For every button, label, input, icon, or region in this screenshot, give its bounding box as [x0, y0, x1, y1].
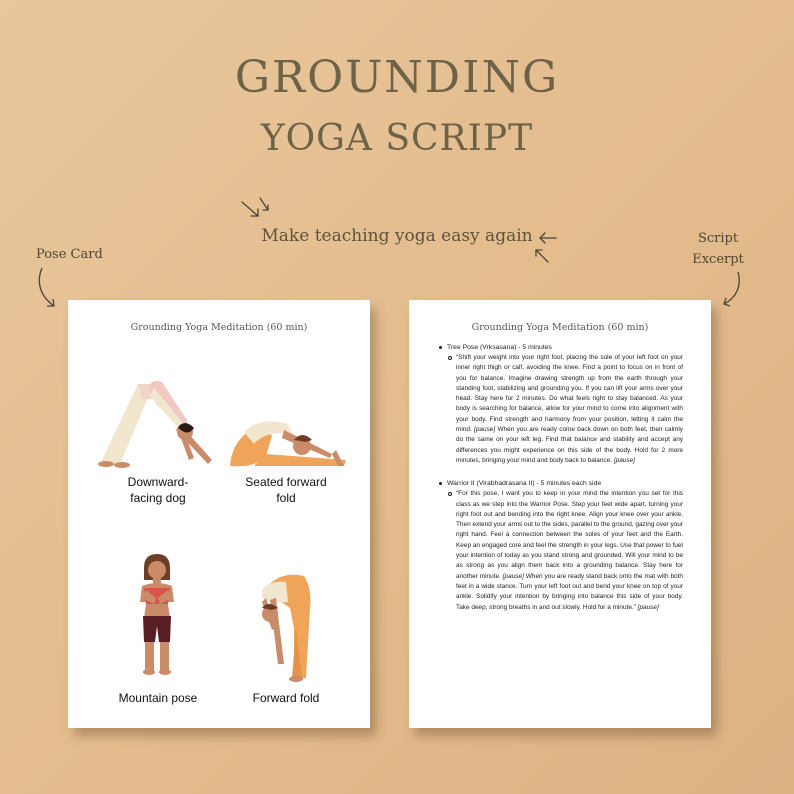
tagline: Make teaching yoga easy again [261, 226, 533, 246]
script-excerpt-label [686, 228, 750, 270]
body-text: “Shift your weight into your right foot, placing the sole of your left foot on your inner right thigh or calf, avoiding the knee. Find a point to focus on in front of you for balance. Imagine drawing strength up from the earth through your standing foot, stabilizing and grounding you. If you can lift your arms over your head. Stay here for 2 minutes. Do what feels right to stay balanced. As your body is searching for balance, allow for your mind to come into alignment with your body. Find strength and harmony from your position, letting it calm the mind. [456, 354, 683, 434]
pose-name-line1: Seated forward [245, 475, 327, 489]
pose-name-line2: fold [276, 491, 296, 505]
pose-name-line1: Mountain pose [118, 691, 198, 705]
downward-dog-figure-icon [92, 370, 222, 470]
pose-label-mountain-pose [88, 690, 228, 706]
mountain-pose-figure-icon [130, 554, 184, 678]
pose-card [68, 300, 370, 728]
pose-card-arrow-icon [34, 266, 64, 312]
pose-card-label: Pose Card [36, 247, 103, 262]
subtitle: YOGA SCRIPT [260, 118, 534, 159]
pose-label-forward-fold [216, 690, 356, 706]
pause-marker: [pause] [502, 572, 524, 580]
pause-marker: [pause] [613, 456, 635, 464]
pose-name-line1: Forward fold [252, 691, 320, 705]
body-text: When you are ready come back down on both feet, then calmly do the same on your left leg. Find that balance and stability and accept any differences you might experience on this side of the body. Hold for 2 more minutes, bringing your mind and body back to balance. [456, 426, 684, 464]
pause-marker: [pause] [474, 426, 496, 434]
script-card-title: Grounding Yoga Meditation (60 min) [471, 322, 649, 333]
pause-marker: [pause] [637, 603, 659, 611]
script-label-line1: Script [697, 231, 739, 246]
section-body [456, 353, 683, 466]
body-text: When you are ready stand back onto the mat with both feet in a wide stance. Turn your left foot out and bend your knee on top of your ankle. Solidify your intention by bringing into balance this side of your body. Take deep, strong breaths in and out slowly. Hold for a minute.” [456, 572, 683, 611]
seated-forward-fold-figure-icon [226, 410, 350, 470]
section-heading: Tree Pose (Vrksasana) - 5 minutes [437, 344, 683, 351]
pose-label-downward-dog [88, 474, 228, 506]
main-title: GROUNDING [234, 52, 560, 103]
forward-fold-figure-icon [254, 568, 324, 682]
script-excerpt-arrow-icon [718, 270, 744, 310]
section-heading: Warrior II (Virabhadrasana II) - 5 minutes each side [437, 480, 683, 487]
pose-name-line1: Downward- [127, 475, 189, 489]
script-label-line2: Excerpt [692, 252, 744, 267]
script-content [437, 344, 683, 613]
pose-name-line2: facing dog [130, 491, 186, 505]
pose-card-title: Grounding Yoga Meditation (60 min) [130, 322, 308, 333]
left-doodle-arrows-icon [238, 196, 278, 226]
body-text: “For this pose, I want you to keep in your mind the intention you set for this class as we step into the Warrior Pose. Step your feet wide apart, turning your right foot out and bending into the right knee. Align your knee over your ankle. Then extend your arms out to the sides, parallel to the ground, gazing over your right hand. Feel a connection between the soles of your feet and the Earth. Keep an engaged core and feel the strength in your legs. Use that power to fuel your intention of today as you stand strong and grounded. Will your mind to be as strong as you align them back into a grounding balance. Stay here for another minute. [456, 490, 683, 580]
right-doodle-arrows-icon [528, 228, 568, 268]
section-body [456, 489, 683, 613]
script-card [409, 300, 711, 728]
pose-label-seated-forward-fold [216, 474, 356, 506]
